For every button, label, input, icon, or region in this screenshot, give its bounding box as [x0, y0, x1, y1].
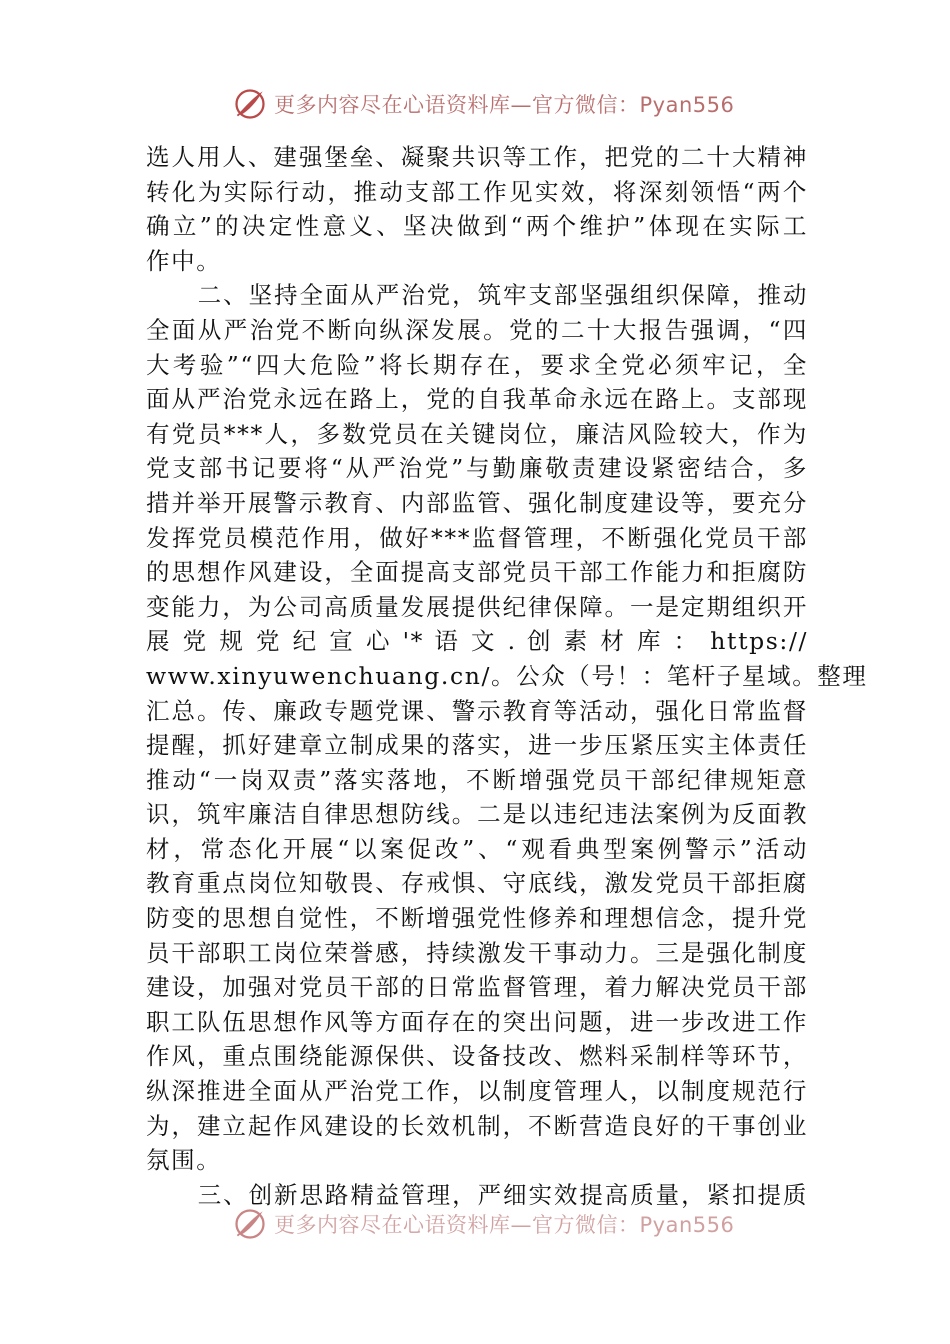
text-line: 汇总。传、廉政专题党课、警示教育等活动，强化日常监督 — [146, 696, 808, 725]
text-line: 推动“一岗双责”落实落地，不断增强党员干部纪律规矩意 — [146, 765, 808, 794]
text-line: 教育重点岗位知敬畏、存戒惧、守底线，激发党员干部拒腐 — [146, 869, 808, 898]
text-line: 作中。 — [146, 246, 222, 275]
text-line: 员干部职工岗位荣誉感，持续激发干事动力。三是强化制度 — [146, 938, 808, 967]
watermark-text: 更多内容尽在心语资料库—官方微信：Pyan556 — [274, 1213, 735, 1237]
quill-seal-icon — [232, 86, 268, 122]
watermark-header — [232, 86, 734, 122]
text-line: 三、创新思路精益管理，严细实效提高质量，紧扣提质 — [197, 1180, 808, 1209]
text-line: 大考验”“四大危险”将长期存在，要求全党必须牢记，全 — [146, 350, 808, 379]
text-line: 职工队伍思想作风等方面存在的突出问题，进一步改进工作 — [146, 1007, 808, 1036]
watermark-text: 更多内容尽在心语资料库—官方微信：Pyan556 — [274, 93, 735, 117]
text-line: 措并举开展警示教育、内部监管、强化制度建设等，要充分 — [146, 488, 808, 517]
text-line: 的思想作风建设，全面提高支部党员干部工作能力和拒腐防 — [146, 558, 808, 587]
text-line: 建设，加强对党员干部的日常监督管理，着力解决党员干部 — [146, 973, 808, 1002]
paragraph-2 — [146, 278, 868, 1177]
quill-seal-icon — [232, 1206, 268, 1242]
text-line: www.xinyuwenchuang.cn/。公众（号！：笔杆子星域。整理 — [146, 661, 868, 690]
text-line: 党支部书记要将“从严治党”与勤廉敬责建设紧密结合，多 — [146, 454, 808, 483]
text-line: 纵深推进全面从严治党工作，以制度管理人，以制度规范行 — [146, 1077, 808, 1106]
text-line: 全面从严治党不断向纵深发展。党的二十大报告强调，“四 — [146, 315, 808, 344]
text-line: 选人用人、建强堡垒、凝聚共识等工作，把党的二十大精神 — [146, 143, 808, 171]
text-line: 为，建立起作风建设的长效机制，不断营造良好的干事创业 — [146, 1111, 808, 1140]
text-line: 面从严治党永远在路上，党的自我革命永远在路上。支部现 — [146, 385, 808, 414]
watermark-footer — [232, 1206, 734, 1242]
text-line: 确立”的决定性意义、坚决做到“两个维护”体现在实际工 — [146, 212, 808, 241]
text-line: 防变的思想自觉性，不断增强党性修养和理想信念，提升党 — [146, 904, 808, 933]
text-line: 展 党 规 党 纪 宣 心 '* 语 文 . 创 素 材 库 ： https:// — [146, 627, 808, 656]
text-line: 变能力，为公司高质量发展提供纪律保障。一是定期组织开 — [146, 592, 808, 621]
text-line: 转化为实际行动，推动支部工作见实效，将深刻领悟“两个 — [146, 177, 808, 206]
text-line: 有党员***人，多数党员在关键岗位，廉洁风险较大，作为 — [146, 419, 808, 448]
text-line: 发挥党员模范作用，做好***监督管理，不断强化党员干部 — [146, 523, 808, 552]
document-body — [146, 140, 868, 1212]
text-line: 作风，重点围绕能源保供、设备技改、燃料采制样等环节， — [146, 1042, 808, 1071]
text-line: 识，筑牢廉洁自律思想防线。二是以违纪违法案例为反面教 — [146, 800, 808, 829]
text-line: 提醒，抓好建章立制成果的落实，进一步压紧压实主体责任 — [146, 731, 808, 760]
text-line: 二、坚持全面从严治党，筑牢支部坚强组织保障，推动 — [197, 281, 808, 310]
paragraph-1 — [146, 140, 808, 278]
text-line: 氛围。 — [146, 1146, 222, 1175]
text-line: 材，常态化开展“以案促改”、“观看典型案例警示”活动 — [146, 834, 808, 863]
